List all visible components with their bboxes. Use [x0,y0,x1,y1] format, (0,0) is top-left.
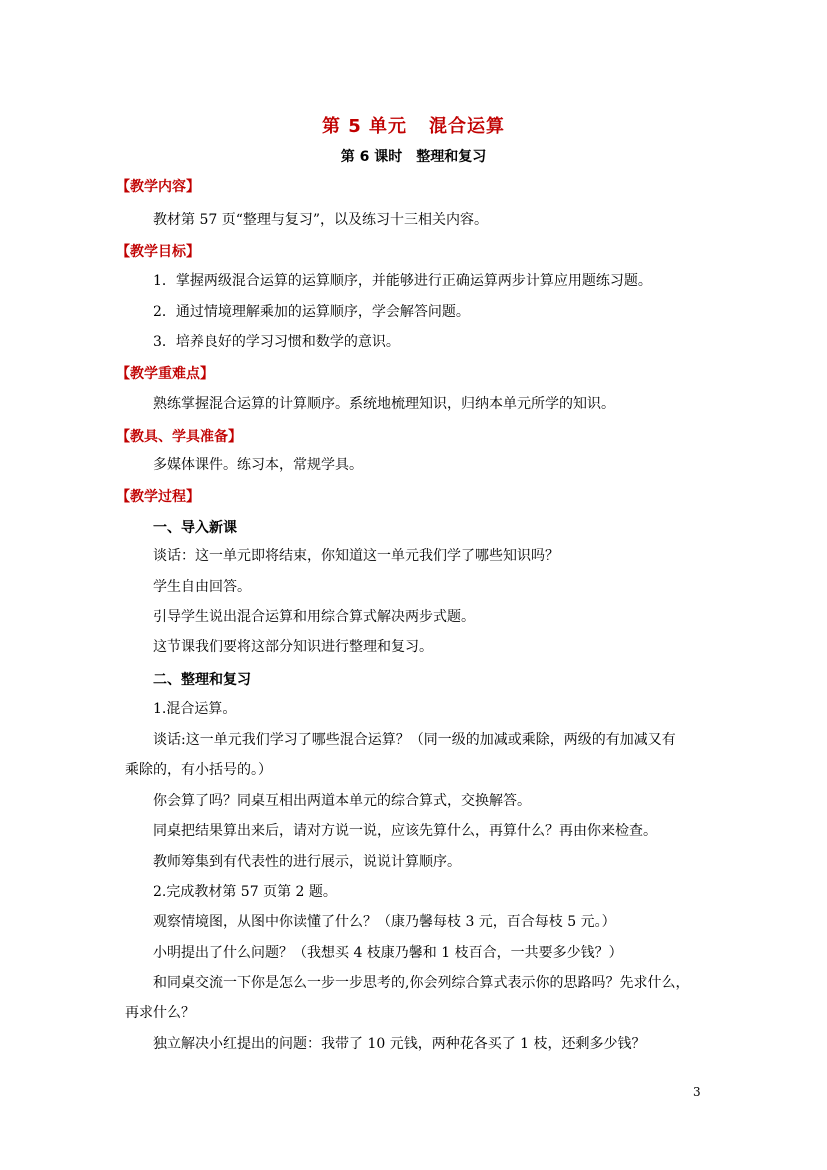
step1-line-4: 这节课我们要将这部分知识进行整理和复习。 [153,639,433,655]
section-content-heading: 【教学内容】 [116,179,200,195]
step2-line-8: 小明提出了什么问题？（我想买 4 枝康乃馨和 1 枝百合，一共要多少钱？） [153,945,623,961]
unit-number: 第 5 单元 [321,116,408,137]
step2-line-7: 观察情境图，从图中你读懂了什么？（康乃馨每枝 3 元，百合每枝 5 元。） [153,914,616,930]
section-process-heading: 【教学过程】 [116,489,200,505]
section-goals-heading: 【教学目标】 [116,244,200,260]
content-line: 教材第 57 页“整理与复习”，以及练习十三相关内容。 [153,212,489,228]
goal-line-1: 1．掌握两级混合运算的运算顺序，并能够进行正确运算两步计算应用题练习题。 [153,273,652,289]
step2-line-2b: 乘除的，有小括号的。） [125,762,272,778]
step2-line-4: 同桌把结果算出来后，请对方说一说，应该先算什么，再算什么？再由你来检查。 [153,823,657,839]
materials-line: 多媒体课件。练习本，常规学具。 [153,457,363,473]
step1-line-3: 引导学生说出混合运算和用综合算式解决两步式题。 [153,609,475,625]
step1-line-1: 谈话：这一单元即将结束，你知道这一单元我们学了哪些知识吗？ [153,548,559,564]
lesson-name: 整理和复习 [416,149,487,165]
key-point-line: 熟练掌握混合运算的计算顺序。系统地梳理知识，归纳本单元所学的知识。 [153,396,615,412]
step1-heading: 一、导入新课 [153,520,237,536]
section-materials-heading: 【教具、学具准备】 [116,429,242,445]
step2-line-2a: 谈话:这一单元我们学习了哪些混合运算？（同一级的加减或乘除，两级的有加减又有 [153,732,676,748]
section-key-points-heading: 【教学重难点】 [116,366,214,382]
goal-line-3: 3．培养良好的学习习惯和数学的意识。 [153,334,400,350]
unit-title [0,112,827,138]
step2-heading: 二、整理和复习 [153,672,251,688]
goal-line-2: 2．通过情境理解乘加的运算顺序，学会解答问题。 [153,304,470,320]
step2-line-6: 2.完成教材第 57 页第 2 题。 [153,884,337,900]
page-number: 3 [693,1085,701,1099]
step2-line-1: 1.混合运算。 [153,701,237,717]
step1-line-2: 学生自由回答。 [153,579,251,595]
unit-name: 混合运算 [429,116,506,137]
step2-line-9b: 再求什么？ [125,1005,195,1021]
step2-line-10: 独立解决小红提出的问题：我带了 10 元钱，两种花各买了 1 枝，还剩多少钱？ [153,1036,646,1052]
lesson-title [0,146,827,166]
step2-line-3: 你会算了吗？同桌互相出两道本单元的综合算式，交换解答。 [153,793,531,809]
step2-line-9a: 和同桌交流一下你是怎么一步一步思考的,你会列综合算式表示你的思路吗？先求什么， [153,975,690,991]
lesson-number: 第 6 课时 [340,149,403,165]
step2-line-5: 教师筹集到有代表性的进行展示，说说计算顺序。 [153,854,461,870]
